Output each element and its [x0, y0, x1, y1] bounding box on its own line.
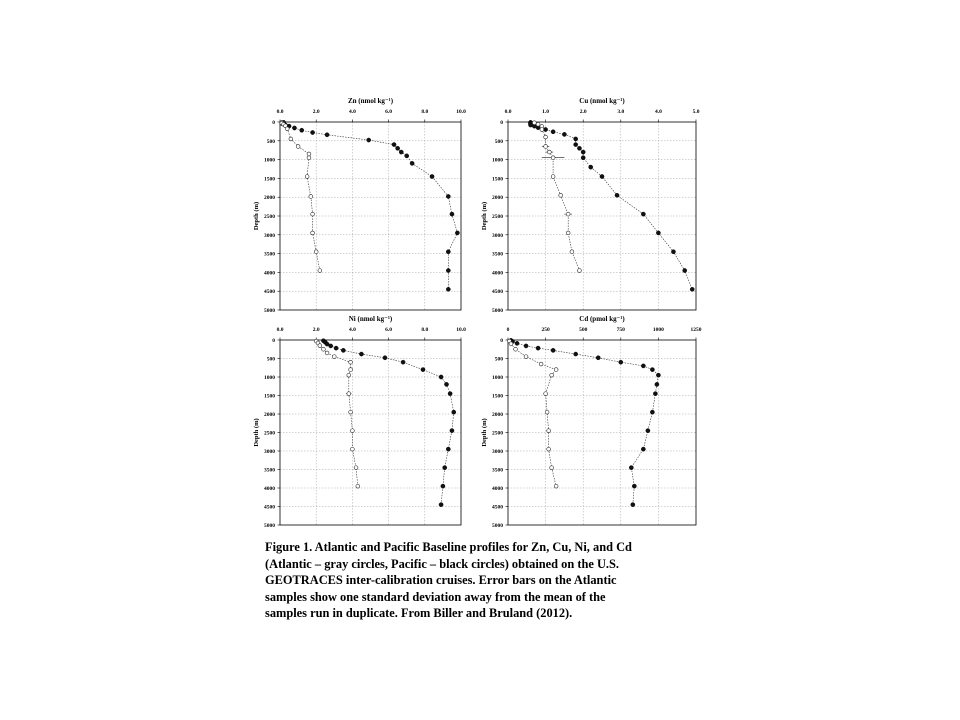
atlantic-data-point [325, 351, 329, 355]
atlantic-data-point [289, 137, 293, 141]
pacific-data-point [577, 146, 581, 150]
atlantic-data-point [318, 344, 322, 348]
pacific-data-point [441, 484, 445, 488]
atlantic-data-point [514, 347, 518, 351]
atlantic-data-point [532, 121, 536, 125]
atlantic-data-point [551, 156, 555, 160]
atlantic-data-point [524, 355, 528, 359]
pacific-data-point [448, 392, 452, 396]
x-tick-label: 1000 [652, 327, 664, 333]
pacific-data-point [439, 375, 443, 379]
y-tick-label: 500 [266, 356, 275, 363]
pacific-data-point [574, 137, 578, 141]
atlantic-data-point [544, 135, 548, 139]
atlantic-data-point [554, 484, 558, 488]
pacific-data-point [528, 123, 532, 127]
atlantic-data-point [318, 269, 322, 273]
x-tick-label: 10.0 [456, 327, 466, 333]
atlantic-data-point [578, 269, 582, 273]
atlantic-data-point [547, 150, 551, 154]
y-tick-label: 4500 [264, 289, 275, 296]
y-tick-label: 1000 [264, 375, 275, 381]
pacific-data-point [446, 250, 450, 254]
pacific-profile-line [511, 340, 658, 504]
atlantic-data-point [544, 145, 548, 149]
atlantic-data-point [509, 342, 513, 346]
chart-title: Cd (pmol kg⁻¹) [579, 315, 625, 323]
y-tick-label: 2500 [264, 214, 275, 220]
y-tick-label: 0 [500, 338, 503, 344]
pacific-data-point [671, 250, 675, 254]
pacific-data-point [334, 346, 338, 350]
y-tick-label: 2500 [492, 430, 503, 437]
chart-panel [481, 315, 702, 529]
pacific-data-point [646, 429, 650, 433]
chart-title: Ni (nmol kg⁻¹) [348, 315, 393, 323]
x-tick-label: 8.0 [421, 109, 429, 115]
pacific-data-point [443, 466, 447, 470]
chart-title: Cu (nmol kg⁻¹) [579, 97, 625, 105]
x-tick-label: 1.0 [542, 109, 550, 115]
atlantic-data-point [547, 447, 551, 451]
y-axis-label: Depth (m) [481, 418, 488, 447]
y-tick-label: 2000 [492, 195, 503, 202]
pacific-data-point [405, 154, 409, 158]
y-tick-label: 3000 [264, 449, 275, 455]
pacific-data-point [341, 348, 345, 352]
y-tick-label: 5000 [492, 523, 503, 529]
atlantic-data-point [554, 368, 558, 372]
atlantic-data-point [544, 392, 548, 396]
pacific-data-point [410, 161, 414, 165]
pacific-data-point [629, 466, 633, 470]
atlantic-data-point [351, 429, 355, 433]
x-tick-label: 4.0 [348, 327, 356, 333]
y-tick-label: 4500 [492, 289, 503, 296]
atlantic-data-point [311, 231, 315, 235]
pacific-data-point [551, 348, 555, 352]
y-tick-label: 5000 [492, 308, 503, 314]
pacific-data-point [450, 212, 454, 216]
pacific-data-point [690, 287, 694, 291]
y-tick-label: 3000 [264, 232, 275, 239]
pacific-data-point [292, 126, 296, 130]
y-tick-label: 4000 [492, 270, 503, 277]
atlantic-data-point [547, 429, 551, 433]
y-tick-label: 3500 [492, 467, 503, 474]
y-tick-label: 2000 [492, 412, 503, 418]
x-tick-label: 0.0 [504, 109, 512, 115]
pacific-data-point [421, 368, 425, 372]
pacific-data-point [359, 352, 363, 356]
y-axis-label: Depth (m) [481, 201, 488, 231]
x-tick-label: 500 [579, 327, 588, 333]
atlantic-data-point [285, 127, 289, 131]
chart-panel [253, 315, 466, 529]
y-tick-label: 500 [494, 138, 503, 145]
caption-line: samples show one standard deviation away from the mean of the [265, 589, 606, 604]
pacific-data-point [551, 130, 555, 134]
x-tick-label: 750 [616, 327, 625, 333]
pacific-data-point [574, 142, 578, 146]
y-tick-label: 500 [266, 138, 275, 145]
atlantic-data-point [570, 250, 574, 254]
x-tick-label: 0.0 [276, 327, 284, 333]
atlantic-profile-line [534, 123, 579, 271]
y-axis-label: Depth (m) [253, 418, 260, 447]
pacific-data-point [399, 150, 403, 154]
x-tick-label: 8.0 [421, 327, 429, 333]
atlantic-data-point [307, 152, 311, 156]
y-tick-label: 1000 [492, 375, 503, 381]
atlantic-data-point [322, 347, 326, 351]
pacific-data-point [455, 231, 459, 235]
x-tick-label: 6.0 [385, 327, 393, 333]
y-tick-label: 4000 [492, 486, 503, 492]
y-tick-label: 3500 [264, 467, 275, 474]
x-tick-label: 2.0 [579, 109, 587, 115]
atlantic-data-point [539, 362, 543, 366]
atlantic-data-point [347, 373, 351, 377]
atlantic-data-point [349, 360, 353, 364]
y-tick-label: 4500 [492, 504, 503, 511]
pacific-data-point [446, 268, 450, 272]
y-tick-label: 1500 [264, 176, 275, 183]
pacific-data-point [632, 484, 636, 488]
pacific-data-point [300, 128, 304, 132]
atlantic-data-point [347, 392, 351, 396]
atlantic-data-point [309, 195, 313, 199]
y-tick-label: 0 [272, 338, 275, 344]
y-tick-label: 4000 [264, 270, 275, 277]
x-tick-label: 4.0 [348, 109, 356, 115]
y-tick-label: 5000 [264, 308, 275, 314]
atlantic-data-point [550, 373, 554, 377]
atlantic-data-point [354, 466, 358, 470]
pacific-data-point [450, 429, 454, 433]
x-tick-label: 1250 [690, 327, 702, 333]
atlantic-profile-line [282, 122, 320, 270]
x-tick-label: 5.0 [692, 109, 700, 115]
pacific-data-point [446, 447, 450, 451]
x-tick-label: 10.0 [456, 109, 466, 115]
pacific-data-point [452, 410, 456, 414]
pacific-data-point [444, 382, 448, 386]
x-tick-label: 0.0 [276, 109, 284, 115]
y-axis-label: Depth (m) [253, 201, 260, 231]
pacific-data-point [581, 156, 585, 160]
figure-caption [265, 539, 715, 622]
pacific-data-point [430, 174, 434, 178]
pacific-data-point [515, 341, 519, 345]
pacific-data-point [439, 503, 443, 507]
y-tick-label: 1500 [264, 393, 275, 400]
atlantic-data-point [536, 122, 540, 126]
y-tick-label: 1500 [492, 176, 503, 183]
pacific-data-point [524, 344, 528, 348]
pacific-data-point [650, 368, 654, 372]
atlantic-profile-line [510, 341, 557, 486]
pacific-data-point [396, 146, 400, 150]
y-tick-label: 4000 [264, 486, 275, 492]
atlantic-data-point [314, 250, 318, 254]
atlantic-data-point [332, 355, 336, 359]
pacific-data-point [325, 133, 329, 137]
pacific-data-point [446, 194, 450, 198]
caption-line: GEOTRACES inter-calibration cruises. Error bars on the Atlantic [265, 573, 617, 587]
atlantic-data-point [311, 212, 315, 216]
y-tick-label: 5000 [264, 523, 275, 529]
pacific-data-point [589, 165, 593, 169]
chart-panel [253, 97, 466, 314]
pacific-data-point [619, 360, 623, 364]
y-tick-label: 2000 [264, 412, 275, 418]
atlantic-data-point [550, 466, 554, 470]
pacific-data-point [536, 346, 540, 350]
pacific-data-point [615, 193, 619, 197]
y-tick-label: 0 [272, 120, 275, 126]
y-tick-label: 1000 [264, 157, 275, 164]
atlantic-data-point [349, 368, 353, 372]
x-tick-label: 3.0 [617, 109, 625, 115]
y-tick-label: 3500 [264, 251, 275, 258]
pacific-data-point [656, 231, 660, 235]
x-tick-label: 2.0 [312, 109, 320, 115]
atlantic-data-point [349, 410, 353, 414]
atlantic-data-point [356, 484, 360, 488]
pacific-data-point [650, 410, 654, 414]
atlantic-data-point [296, 145, 300, 149]
atlantic-data-point [566, 212, 570, 216]
pacific-data-point [631, 503, 635, 507]
pacific-profile-line [531, 122, 693, 289]
caption-line: samples run in duplicate. From Biller and Bruland (2012). [265, 606, 573, 620]
y-tick-label: 0 [500, 120, 503, 126]
pacific-data-point [544, 127, 548, 131]
pacific-data-point [656, 373, 660, 377]
pacific-data-point [655, 382, 659, 386]
y-tick-label: 1000 [492, 157, 503, 164]
y-tick-label: 500 [494, 356, 503, 363]
atlantic-data-point [305, 175, 309, 179]
y-tick-label: 2500 [264, 430, 275, 437]
x-tick-label: 250 [541, 327, 550, 333]
atlantic-data-point [559, 193, 563, 197]
chart-title: Zn (nmol kg⁻¹) [347, 97, 394, 105]
pacific-data-point [600, 174, 604, 178]
y-tick-label: 3000 [492, 232, 503, 239]
chart-panel [481, 97, 700, 314]
x-tick-label: 4.0 [654, 109, 662, 115]
y-tick-label: 1500 [492, 393, 503, 400]
pacific-data-point [641, 364, 645, 368]
atlantic-data-point [566, 231, 570, 235]
atlantic-data-point [351, 447, 355, 451]
pacific-data-point [392, 142, 396, 146]
y-tick-label: 3500 [492, 251, 503, 258]
y-tick-label: 2000 [264, 195, 275, 202]
atlantic-data-point [307, 156, 311, 160]
atlantic-data-point [540, 128, 544, 132]
caption-line: (Atlantic – gray circles, Pacific – black circles) obtained on the U.S. [265, 556, 619, 571]
pacific-data-point [683, 268, 687, 272]
y-tick-label: 3000 [492, 449, 503, 455]
pacific-data-point [653, 392, 657, 396]
pacific-data-point [596, 356, 600, 360]
pacific-data-point [446, 287, 450, 291]
y-tick-label: 2500 [492, 214, 503, 220]
x-tick-label: 0 [506, 327, 510, 333]
pacific-data-point [581, 150, 585, 154]
x-tick-label: 6.0 [385, 109, 393, 115]
pacific-profile-line [282, 122, 458, 289]
pacific-data-point [367, 138, 371, 142]
pacific-data-point [562, 132, 566, 136]
x-tick-label: 2.0 [312, 327, 320, 333]
atlantic-data-point [551, 175, 555, 179]
caption-line: Figure 1. Atlantic and Pacific Baseline profiles for Zn, Cu, Ni, and Cd [265, 540, 632, 554]
pacific-data-point [574, 352, 578, 356]
pacific-data-point [383, 356, 387, 360]
pacific-data-point [641, 212, 645, 216]
pacific-data-point [310, 130, 314, 134]
pacific-data-point [329, 344, 333, 348]
y-tick-label: 4500 [264, 504, 275, 511]
pacific-data-point [401, 360, 405, 364]
pacific-data-point [641, 447, 645, 451]
atlantic-data-point [545, 410, 549, 414]
